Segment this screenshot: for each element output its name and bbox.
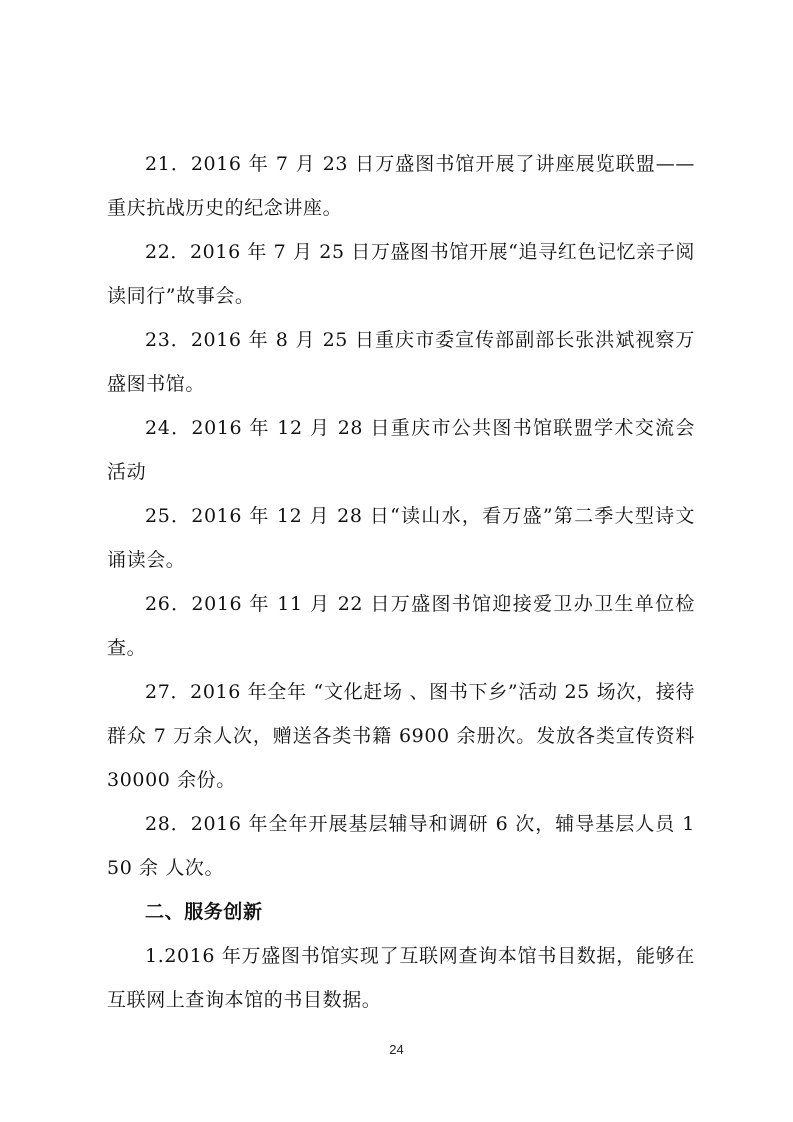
list-item-26: 26．2016 年 11 月 22 日万盛图书馆迎接爱卫办卫生单位检查。 <box>107 593 695 659</box>
list-item-22: 22．2016 年 7 月 25 日万盛图书馆开展“追寻红色记忆亲子阅读同行”故事会。 <box>107 241 695 307</box>
list-item-25: 25．2016 年 12 月 28 日“读山水，看万盛”第二季大型诗文诵读会。 <box>107 505 695 571</box>
page-number: 24 <box>389 1042 404 1057</box>
list-item-28: 28．2016 年全年开展基层辅导和调研 6 次，辅导基层人员 150 余 人次。 <box>107 813 695 879</box>
document-body <box>107 142 695 1022</box>
list-item-23: 23．2016 年 8 月 25 日重庆市委宣传部副部长张洪斌视察万盛图书馆。 <box>107 329 695 395</box>
list-item-21: 21．2016 年 7 月 23 日万盛图书馆开展了讲座展览联盟——重庆抗战历史的纪念讲座。 <box>107 153 695 219</box>
list-item-24: 24．2016 年 12 月 28 日重庆市公共图书馆联盟学术交流会活动 <box>107 417 695 483</box>
section-item-1: 1.2016 年万盛图书馆实现了互联网查询本馆书目数据，能够在互联网上查询本馆的书目数据。 <box>107 945 695 1011</box>
list-item-27: 27．2016 年全年 “文化赶场 、图书下乡”活动 25 场次，接待群众 7 万余人次，赠送各类书籍 6900 余册次。发放各类宣传资料 30000 余份。 <box>107 681 695 791</box>
section-heading-service-innovation: 二、服务创新 <box>145 901 263 923</box>
